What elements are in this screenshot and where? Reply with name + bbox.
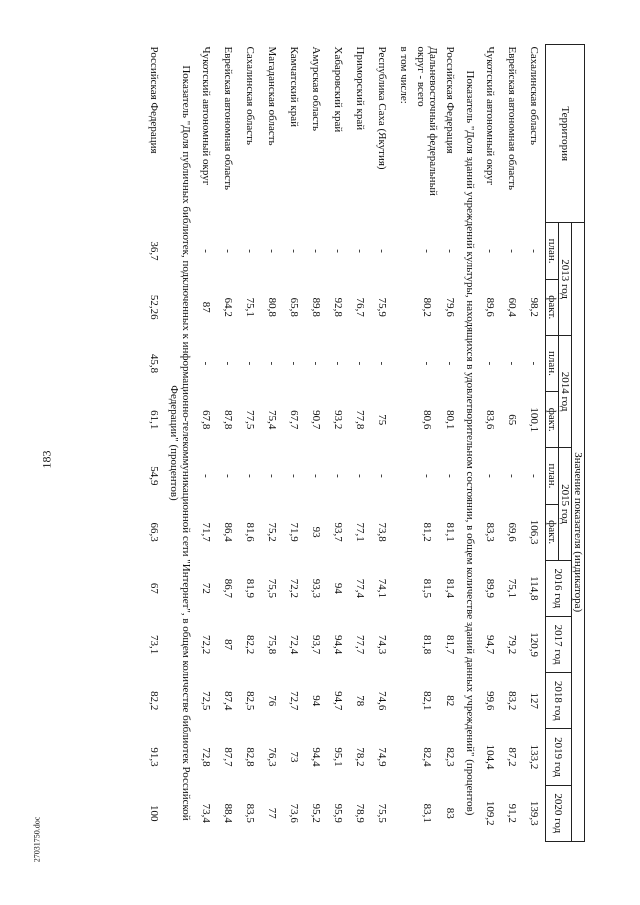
value-cell: 81,2: [421, 522, 433, 542]
table-row: [217, 45, 239, 842]
value-cell: 66,3: [148, 522, 160, 542]
value-cell: -: [506, 249, 518, 253]
value-cell: 87,7: [222, 747, 234, 767]
value-cell: -: [484, 474, 496, 478]
value-cell: 60,4: [506, 297, 518, 317]
value-cell: -: [200, 474, 212, 478]
value-cell: 75,1: [244, 297, 256, 317]
value-cell: 65: [506, 414, 518, 426]
value-cell: 93,2: [332, 410, 344, 430]
value-cell: -: [528, 361, 540, 366]
value-cell: 87,4: [222, 691, 234, 711]
territory-name: Камчатский край: [288, 46, 300, 127]
territory-name: Сахалинская область: [528, 46, 540, 145]
value-cell: -: [310, 474, 322, 478]
value-cell: [393, 448, 415, 504]
value-cell: 81,4: [444, 578, 456, 598]
indicator-table: [143, 44, 585, 842]
value-cell: 94,4: [310, 747, 322, 767]
table-body: [143, 45, 546, 842]
year-2019-header: 2019 год: [546, 729, 572, 785]
section-title: Показатель "Доля зданий учреждений культуры, находящихся в удовлетворительном состоянии, в общем количестве зданий данных учреждений" (процентов): [464, 70, 476, 816]
territory-name: Амурская область: [310, 46, 322, 132]
value-cell: 77,7: [354, 634, 366, 655]
value-cell: -: [421, 361, 433, 366]
value-cell: -: [506, 474, 518, 478]
value-cell: 86,7: [222, 578, 234, 598]
value-cell: 93,3: [310, 578, 322, 598]
value-cell: 72,2: [288, 578, 300, 598]
value-cell: 98,2: [528, 297, 540, 317]
value-cell: -: [376, 474, 388, 478]
value-cell: 54,9: [148, 466, 160, 486]
value-cell: 74,9: [376, 747, 388, 767]
year-2016-header: 2016 год: [546, 560, 572, 616]
value-cell: 75,4: [266, 410, 278, 430]
table-row: [415, 45, 439, 842]
value-cell: 81,1: [444, 522, 456, 542]
value-cell: -: [288, 361, 300, 366]
value-cell: -: [376, 361, 388, 366]
value-cell: 93: [310, 526, 322, 538]
value-cell: -: [354, 474, 366, 478]
value-cell: 91,2: [506, 803, 518, 823]
value-cell: 73,6: [288, 803, 300, 823]
value-cell: 94: [332, 582, 344, 594]
value-cell: 92,8: [332, 297, 344, 317]
value-cell: 45,8: [148, 353, 160, 374]
value-cell: [393, 279, 415, 335]
value-cell: 73,4: [200, 803, 212, 823]
value-cell: -: [288, 249, 300, 253]
value-cell: 95,2: [310, 803, 322, 823]
table-row: [479, 45, 501, 842]
fact-header: факт.: [546, 279, 559, 335]
value-cell: 75,9: [376, 297, 388, 317]
value-cell: 87: [222, 639, 234, 651]
rotated-table-page: [65, 44, 585, 842]
value-cell: 73,8: [376, 522, 388, 542]
value-cell: [393, 392, 415, 448]
value-cell: 77,4: [354, 578, 366, 598]
value-cell: 81,9: [244, 578, 256, 598]
value-cell: -: [444, 474, 456, 478]
value-cell: 78,2: [354, 747, 366, 767]
table-row: [349, 45, 371, 842]
value-cell: [393, 785, 415, 841]
value-cell: -: [222, 474, 234, 478]
value-cell: 81,6: [244, 522, 256, 542]
value-cell: 87,8: [222, 410, 234, 430]
value-cell: 109,2: [484, 800, 496, 826]
territory-name: Российская Федерация: [444, 46, 456, 154]
value-cell: [393, 223, 415, 279]
value-cell: 83,2: [506, 691, 518, 711]
table-row: [501, 45, 523, 842]
value-cell: 100: [148, 805, 160, 822]
value-cell: 114,8: [528, 576, 540, 601]
year-2014-header: 2014 год: [559, 335, 572, 447]
value-cell: 89,9: [484, 578, 496, 598]
value-cell: 91,3: [148, 747, 160, 767]
value-cell: 74,1: [376, 578, 388, 598]
territory-name: Приморский край: [354, 46, 366, 131]
table-row: [283, 45, 305, 842]
value-cell: -: [244, 249, 256, 253]
value-cell: 83,5: [244, 803, 256, 823]
value-cell: -: [332, 474, 344, 478]
value-cell: 72,2: [200, 634, 212, 655]
value-cell: 67: [148, 582, 160, 594]
value-cell: 80,6: [421, 410, 433, 430]
document-stamp: 27031750.doc: [32, 816, 42, 863]
plan-header: план.: [546, 448, 559, 504]
value-cell: 89,8: [310, 297, 322, 317]
value-cell: 81,5: [421, 578, 433, 598]
value-cell: 75: [376, 414, 388, 426]
value-cell: 72,7: [288, 691, 300, 711]
value-cell: 75,5: [266, 578, 278, 598]
value-cell: 75,1: [506, 578, 518, 598]
value-cell: -: [332, 249, 344, 253]
value-cell: -: [244, 361, 256, 366]
value-cell: -: [506, 361, 518, 366]
table-row: [195, 45, 217, 842]
value-cell: 82,5: [244, 691, 256, 711]
value-cell: 76: [266, 695, 278, 707]
value-cell: -: [528, 249, 540, 253]
value-cell: -: [332, 361, 344, 366]
value-cell: [393, 616, 415, 672]
territory-name: Хабаровский край: [332, 46, 344, 133]
value-cell: 93,7: [310, 634, 322, 655]
value-cell: 83,6: [484, 410, 496, 430]
value-cell: 82: [444, 695, 456, 707]
value-cell: 76,3: [266, 747, 278, 767]
value-cell: 69,6: [506, 522, 518, 542]
plan-header: план.: [546, 223, 559, 279]
value-cell: 99,6: [484, 691, 496, 711]
table-row: [261, 45, 283, 842]
territory-name: в том числе:: [398, 46, 410, 104]
value-cell: 61,1: [148, 410, 160, 430]
value-cell: 87: [200, 301, 212, 313]
section-title: Показатель "Доля публичных библиотек, подключенных к информационно-телекоммуникационной сети "Интернет", в общем количестве библиотек Российской Федерации" (процентов): [168, 65, 192, 821]
value-cell: [393, 335, 415, 391]
value-cell: 127: [528, 692, 540, 710]
value-cell: 95,9: [332, 803, 344, 823]
value-cell: 89,6: [484, 297, 496, 317]
value-cell: 71,9: [288, 522, 300, 542]
fact-header: факт.: [546, 392, 559, 448]
value-cell: 73,1: [148, 634, 160, 655]
value-cell: 83,3: [484, 522, 496, 542]
value-cell: -: [528, 474, 540, 478]
value-cell: 94,4: [332, 634, 344, 655]
indicator-value-header: Значение показателя (индикатора): [572, 223, 585, 842]
territory-header: Территория: [546, 45, 585, 223]
value-cell: 72: [200, 582, 212, 594]
value-cell: [393, 673, 415, 729]
value-cell: 80,8: [266, 297, 278, 317]
territory-name: Сахалинская область: [244, 46, 256, 145]
value-cell: 100,1: [528, 407, 540, 433]
value-cell: -: [266, 361, 278, 366]
value-cell: 82,2: [148, 691, 160, 711]
year-2015-header: 2015 год: [559, 448, 572, 560]
territory-name: Российская Федерация: [148, 46, 160, 154]
value-cell: 75,5: [376, 803, 388, 823]
table-header: [546, 45, 585, 842]
value-cell: 72,4: [288, 634, 300, 655]
table-row: [239, 45, 261, 842]
value-cell: 77,5: [244, 410, 256, 430]
value-cell: -: [288, 474, 300, 478]
fact-header: факт.: [546, 504, 559, 560]
value-cell: 90,7: [310, 410, 322, 430]
value-cell: 106,3: [528, 519, 540, 545]
value-cell: -: [200, 361, 212, 366]
value-cell: 77: [266, 807, 278, 819]
plan-header: план.: [546, 335, 559, 391]
value-cell: 65,8: [288, 297, 300, 317]
year-2013-header: 2013 год: [559, 223, 572, 335]
value-cell: 80,1: [444, 410, 456, 430]
value-cell: 88,4: [222, 803, 234, 823]
value-cell: -: [222, 361, 234, 366]
value-cell: -: [444, 249, 456, 253]
value-cell: 94: [310, 695, 322, 707]
value-cell: 80,2: [421, 297, 433, 317]
value-cell: -: [266, 474, 278, 478]
value-cell: 64,2: [222, 297, 234, 317]
value-cell: -: [222, 249, 234, 253]
value-cell: 95,1: [332, 747, 344, 767]
value-cell: 67,7: [288, 410, 300, 430]
value-cell: 82,1: [421, 691, 433, 711]
value-cell: 82,8: [244, 747, 256, 767]
value-cell: 120,9: [528, 632, 540, 657]
table-row: [439, 45, 461, 842]
value-cell: 93,7: [332, 522, 344, 542]
value-cell: -: [244, 474, 256, 478]
value-cell: -: [421, 249, 433, 253]
value-cell: 78: [354, 695, 366, 707]
value-cell: 77,1: [354, 522, 366, 542]
value-cell: 71,7: [200, 522, 212, 542]
value-cell: 81,7: [444, 634, 456, 655]
territory-name: Магаданская область: [266, 46, 278, 146]
value-cell: 82,2: [244, 634, 256, 655]
value-cell: [393, 560, 415, 616]
value-cell: 79,6: [444, 297, 456, 317]
value-cell: 76,7: [354, 297, 366, 317]
value-cell: -: [444, 361, 456, 366]
territory-name: Дальневосточный федеральный округ - всего: [415, 46, 439, 196]
value-cell: 74,3: [376, 634, 388, 655]
value-cell: 83: [444, 807, 456, 819]
territory-name: Еврейская автономная область: [506, 46, 518, 191]
value-cell: 36,7: [148, 241, 160, 261]
value-cell: 82,4: [421, 747, 433, 767]
table-row: [143, 45, 165, 842]
year-2017-header: 2017 год: [546, 616, 572, 672]
value-cell: -: [421, 474, 433, 478]
value-cell: -: [376, 249, 388, 253]
value-cell: -: [200, 249, 212, 253]
value-cell: -: [310, 361, 322, 366]
year-2020-header: 2020 год: [546, 785, 572, 841]
territory-name: Чукотский автономный округ: [484, 46, 496, 186]
value-cell: -: [484, 249, 496, 253]
year-2018-header: 2018 год: [546, 673, 572, 729]
table-row: [305, 45, 327, 842]
value-cell: 87,2: [506, 747, 518, 767]
value-cell: 67,8: [200, 410, 212, 430]
value-cell: 77,8: [354, 410, 366, 430]
value-cell: 74,6: [376, 691, 388, 711]
table-row: [371, 45, 393, 842]
value-cell: 81,8: [421, 634, 433, 655]
value-cell: -: [484, 361, 496, 366]
territory-name: Чукотский автономный округ: [200, 46, 212, 186]
value-cell: 86,4: [222, 522, 234, 542]
table-row: [327, 45, 349, 842]
value-cell: 78,9: [354, 803, 366, 823]
table-row: [523, 45, 546, 842]
value-cell: 94,7: [484, 634, 496, 655]
value-cell: -: [354, 249, 366, 253]
value-cell: 94,7: [332, 691, 344, 711]
value-cell: 83,1: [421, 803, 433, 823]
value-cell: 139,3: [528, 800, 540, 826]
value-cell: -: [310, 249, 322, 253]
page-number: 183: [39, 450, 54, 469]
value-cell: 73: [288, 751, 300, 763]
section-title-row: [165, 45, 195, 842]
table-row: [393, 45, 415, 842]
territory-name: Республика Саха (Якутия): [376, 46, 388, 170]
value-cell: 75,2: [266, 522, 278, 542]
value-cell: 104,4: [484, 744, 496, 770]
value-cell: 133,2: [528, 744, 540, 770]
value-cell: -: [354, 361, 366, 366]
value-cell: [393, 729, 415, 785]
section-title-row: [461, 45, 479, 842]
value-cell: 75,8: [266, 634, 278, 655]
value-cell: 52,26: [148, 294, 160, 320]
value-cell: 79,2: [506, 634, 518, 655]
value-cell: [393, 504, 415, 560]
value-cell: 82,3: [444, 747, 456, 767]
value-cell: 72,5: [200, 691, 212, 711]
value-cell: 72,8: [200, 747, 212, 767]
value-cell: -: [266, 249, 278, 253]
territory-name: Еврейская автономная область: [222, 46, 234, 191]
